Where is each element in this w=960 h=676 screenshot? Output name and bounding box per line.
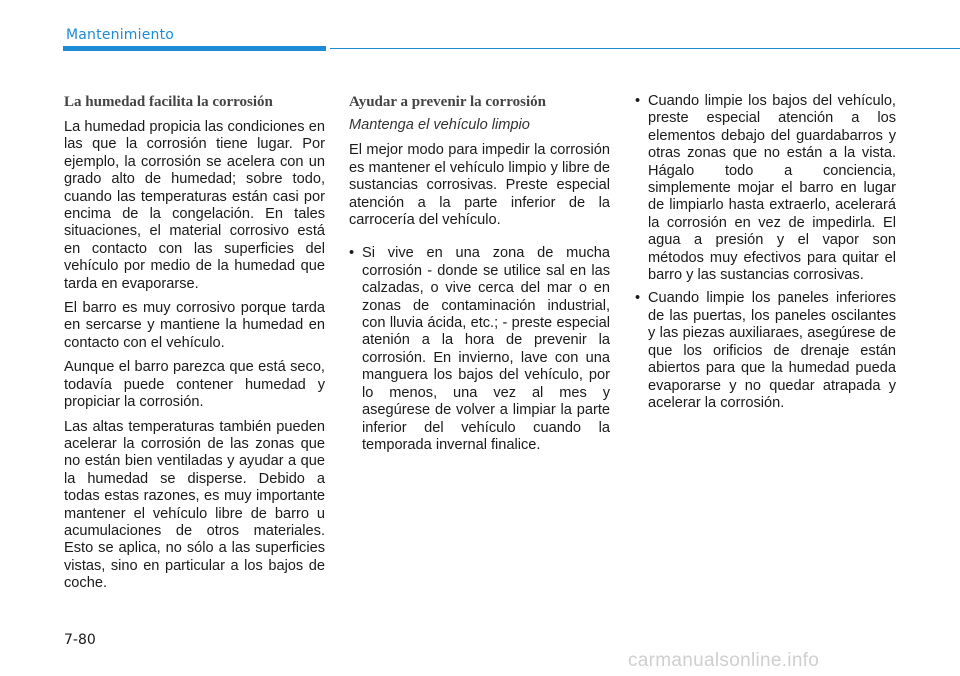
page-number: 7-80	[64, 632, 96, 648]
bullet-list	[349, 245, 610, 454]
paragraph: Aunque el barro parezca que está seco, todavía puede contener humedad y propiciar la corrosión.	[64, 359, 325, 411]
column-1	[64, 93, 325, 600]
heading-prevent-corrosion: Ayudar a prevenir la corrosión	[349, 94, 546, 110]
header-rule-thin	[330, 48, 960, 49]
paragraph: Las altas temperaturas también pueden acelerar la corrosión de las zonas que no están bien ventiladas y ayudar a que la humedad se disperse. Debido a todas estas razones, es muy importante mantener el vehículo libre de barro u acumulaciones de otros materiales. Esto se aplica, no sólo a las superficies vistas, sino en particular a los bajos de coche.	[64, 418, 325, 592]
subheading-keep-clean: Mantenga el vehículo limpio	[349, 117, 530, 133]
watermark: carmanualsonline.info	[628, 650, 820, 671]
header-rule-thick	[63, 46, 326, 51]
column-3	[635, 93, 896, 418]
list-item: • Cuando limpie los bajos del vehículo, preste especial atención a los elementos debajo del guardabarros y otras zonas que no están a la vista. Hágalo todo a conciencia, simplemente mojar el barro en lugar de limpiarlo hasta extraerlo, acelerará la corrosión en vez de impedirla. El agua a presión y el vapor son métodos muy efectivos para quitar el barro y las sustancias corrosivas.	[635, 93, 896, 284]
column-2	[349, 93, 610, 460]
section-title: Mantenimiento	[66, 27, 175, 43]
paragraph: La humedad propicia las condiciones en las que la corrosión tiene lugar. Por ejemplo, la corrosión se acelera con un grado alto de humedad; sobre todo, cuando las temperaturas están casi por encima de la congelación. En tales situaciones, el material corrosivo está en contacto con las superficies del vehículo por medio de la humedad que tarda en evaporarse.	[64, 119, 325, 292]
paragraph: El barro es muy corrosivo porque tarda en sercarse y mantiene la humedad en contacto con el vehículo.	[64, 300, 325, 351]
list-item: • Si vive en una zona de mucha corrosión - donde se utilice sal en las calzadas, o vive cerca del mar o en zonas de contaminación industrial, con lluvia ácida, etc.; - preste especial atenión a la hora de prevenir la corrosión. En invierno, lave con una manguera los bajos del vehículo, por lo menos, una vez al mes y asegúrese de volver a limpiar la parte inferior del vehículo cuando la temporada invernal finalice.	[349, 245, 610, 454]
bullet-list	[635, 93, 896, 412]
list-item: • Cuando limpie los paneles inferiores de las puertas, los paneles oscilantes y las piezas auxiliaraes, asegúrese de que los orificios de drenaje están abiertos para que la humedad pueda evaporarse y no quedar atrapada y acelerar la corrosión.	[635, 290, 896, 412]
heading-humidity: La humedad facilita la corrosión	[64, 94, 273, 110]
paragraph: El mejor modo para impedir la corrosión es mantener el vehículo limpio y libre de sustancias corrosivas. Preste especial atención a la parte inferior de la carrocería del vehículo.	[349, 142, 610, 229]
